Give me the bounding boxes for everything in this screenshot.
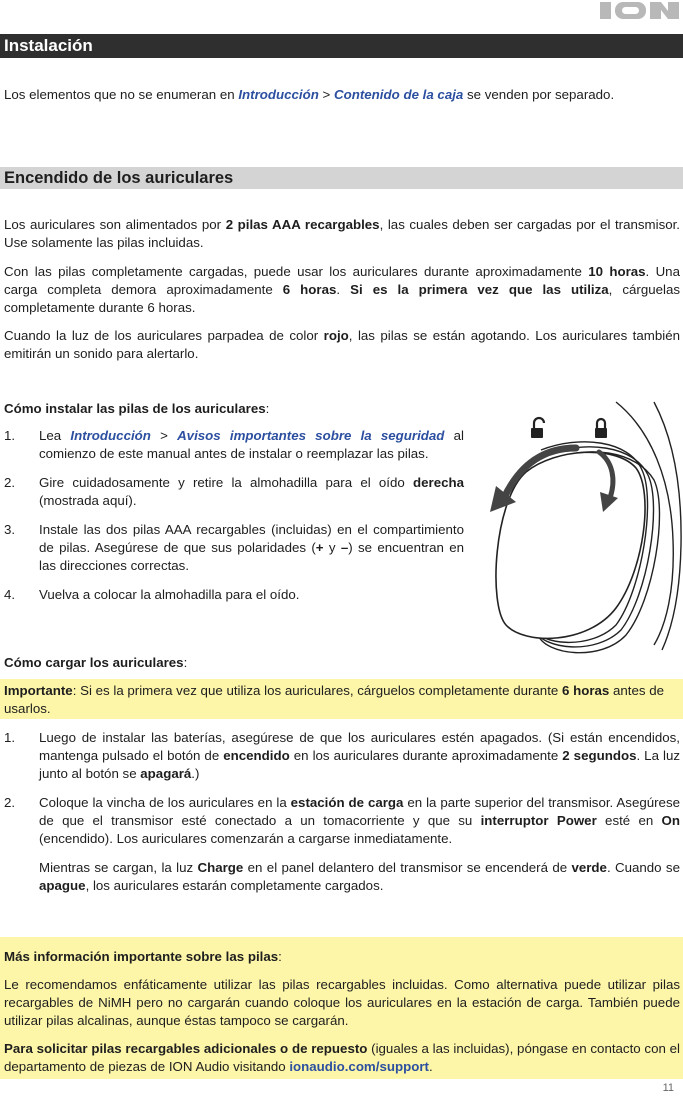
charge-step-1: 1. Luego de instalar las baterías, asegúrese de que los auriculares estén apagados. (Si están encendidos, mantenga pulsado el botón de encendido en los auriculares durante aproximadamente 2 segundos. La luz junto al botón se apagará.) <box>4 730 680 781</box>
link-introduccion[interactable]: Introducción <box>238 87 319 102</box>
section-title-instalacion: Instalación <box>0 34 683 58</box>
install-steps <box>4 427 464 604</box>
power-paragraph-1: Los auriculares son alimentados por 2 pilas AAA recargables, las cuales deben ser cargadas por el transmisor. Use solamente las pilas incluidas. <box>4 217 680 250</box>
install-heading: Cómo instalar las pilas de los auriculares: <box>4 401 270 416</box>
link-introduccion-2[interactable]: Introducción <box>70 428 151 443</box>
earpad-illustration <box>476 400 683 658</box>
install-step-1: 1. Lea Introducción > Avisos importantes sobre la seguridad al comienzo de este manual antes de instalar o reemplazar las pilas. <box>4 428 464 461</box>
install-step-3: 3. Instale las dos pilas AAA recargables (incluidas) en el compartimiento de pilas. Asegúrese de que sus polaridades (+ y –) se encuentran en las direcciones correctas. <box>4 522 464 573</box>
battery-info-heading: Más información importante sobre las pilas: <box>4 949 282 964</box>
battery-info-paragraph-2: Para solicitar pilas recargables adicionales o de repuesto (iguales a las incluidas), póngase en contacto con el departamento de piezas de ION Audio visitando ionaudio.com/support. <box>4 1041 680 1074</box>
charge-steps <box>4 729 680 895</box>
link-contenido-caja[interactable]: Contenido de la caja <box>334 87 464 102</box>
charge-step-2: 2. Coloque la vincha de los auriculares en la estación de carga en la parte superior del transmisor. Asegúrese de que el transmisor esté conectado a un tomacorriente y que su interruptor Power esté en On (encendido). Los auriculares comenzarán a cargarse inmediatamente. Mientras se cargan, la luz Charge en el panel delantero del transmisor se encenderá de verde. Cuando se apague, los auriculares estarán completamente cargados. <box>4 795 680 893</box>
page-number: 11 <box>662 1082 674 1094</box>
install-step-2: 2. Gire cuidadosamente y retire la almohadilla para el oído derecha (mostrada aquí). <box>4 475 464 508</box>
section-title-encendido: Encendido de los auriculares <box>0 167 683 189</box>
unlocked-icon <box>531 418 544 438</box>
intro-paragraph: Los elementos que no se enumeran en Introducción > Contenido de la caja se venden por separado. <box>4 87 615 102</box>
power-paragraph-2: Con las pilas completamente cargadas, puede usar los auriculares durante aproximadamente 10 horas. Una carga completa demora aproximadamente 6 horas. Si es la primera vez que las utiliza, cárguelas completamente durante 6 horas. <box>4 264 681 315</box>
install-step-4: 4. Vuelva a colocar la almohadilla para el oído. <box>4 587 300 602</box>
power-paragraph-3: Cuando la luz de los auriculares parpadea de color rojo, las pilas se están agotando. Los auriculares también emitirán un sonido para alertarlo. <box>4 328 680 361</box>
battery-info-callout <box>0 937 683 1079</box>
locked-icon <box>595 419 607 438</box>
charge-heading: Cómo cargar los auriculares: <box>4 655 188 670</box>
charge-step-2-note: Mientras se cargan, la luz Charge en el panel delantero del transmisor se encenderá de verde. Cuando se apague, los auriculares estarán completamente cargados. <box>39 860 680 893</box>
support-link[interactable]: ionaudio.com/support <box>289 1059 429 1074</box>
important-callout: Importante: Si es la primera vez que utiliza los auriculares, cárguelos completamente durante 6 horas antes de usarlos. <box>0 679 683 719</box>
ion-logo <box>600 2 679 19</box>
link-avisos-seguridad[interactable]: Avisos importantes sobre la seguridad <box>177 428 445 443</box>
battery-info-paragraph-1: Le recomendamos enfáticamente utilizar las pilas recargables incluidas. Como alternativa puede utilizar pilas recargables de NiMH pero no cargarán cuando coloque los auriculares en la estación de carga. También puede utilizar pilas alcalinas, aunque éstas tampoco se cargarán. <box>4 977 680 1028</box>
